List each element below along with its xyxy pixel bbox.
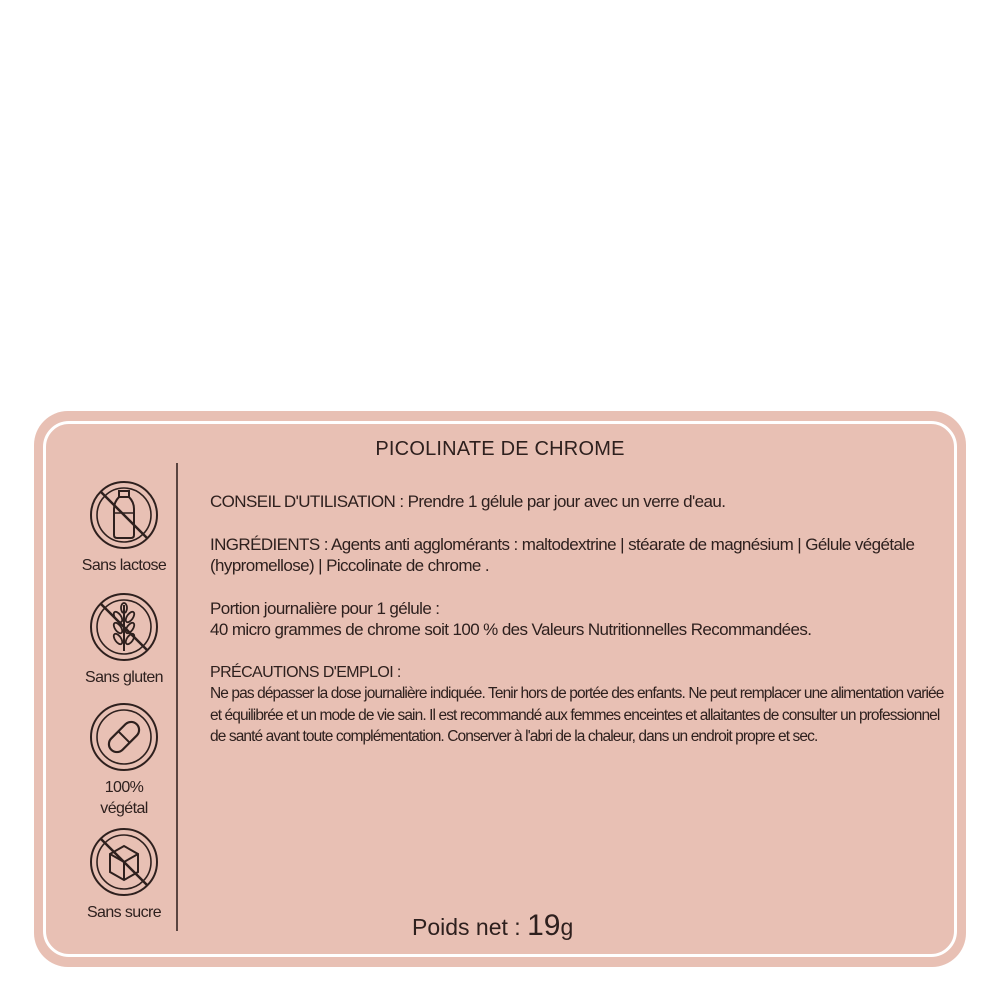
ingredients-section: [210, 534, 950, 576]
badge-vegetal-label: 100% végétal: [100, 779, 148, 817]
badge-vegetal: [74, 701, 174, 819]
daily-portion-section: [210, 598, 950, 640]
product-label: [34, 411, 966, 967]
badge-sugar-free: [74, 826, 174, 923]
no-milk-bottle-icon: [88, 479, 160, 551]
badge-lactose-free-label: Sans lactose: [81, 557, 167, 574]
ingredients-text: INGRÉDIENTS : Agents anti agglomérants : maltodextrine | stéarate de magnésium | Gélule végétale (hypromellose) | Piccolinate de chrome .: [210, 535, 915, 575]
product-info: [210, 491, 950, 770]
capsule-icon: [88, 701, 160, 773]
net-weight-label: Poids net :: [412, 914, 521, 940]
net-weight: [412, 909, 573, 943]
usage-text: CONSEIL D'UTILISATION : Prendre 1 gélule par jour avec un verre d'eau.: [210, 492, 726, 511]
precautions-section: [210, 662, 950, 748]
daily-portion-heading: Portion journalière pour 1 gélule :: [210, 599, 440, 618]
no-wheat-icon: [88, 591, 160, 663]
badge-sugar-free-label: Sans sucre: [86, 904, 162, 921]
badge-lactose-free: [74, 479, 174, 576]
daily-portion-text: 40 micro grammes de chrome soit 100 % des Valeurs Nutritionnelles Recommandées.: [210, 620, 812, 639]
no-sugar-cube-icon: [88, 826, 160, 898]
net-weight-value: 19: [527, 909, 561, 942]
usage-section: [210, 491, 950, 512]
badge-gluten-free: [74, 591, 174, 688]
net-weight-unit: g: [560, 914, 574, 940]
product-title: PICOLINATE DE CHROME: [375, 438, 625, 460]
precautions-heading: PRÉCAUTIONS D'EMPLOI :: [210, 664, 401, 681]
vertical-divider: [176, 463, 178, 931]
badge-gluten-free-label: Sans gluten: [85, 669, 163, 686]
precautions-text: Ne pas dépasser la dose journalière indiquée. Tenir hors de portée des enfants. Ne peut remplacer une alimentation variée et équilibrée et un mode de vie sain. Il est recommandé aux femmes enceintes et allaitantes de consulter un professionnel de santé avant toute complémentation. Conserver à l'abri de la chaleur, dans un endroit propre et sec.: [210, 685, 944, 745]
